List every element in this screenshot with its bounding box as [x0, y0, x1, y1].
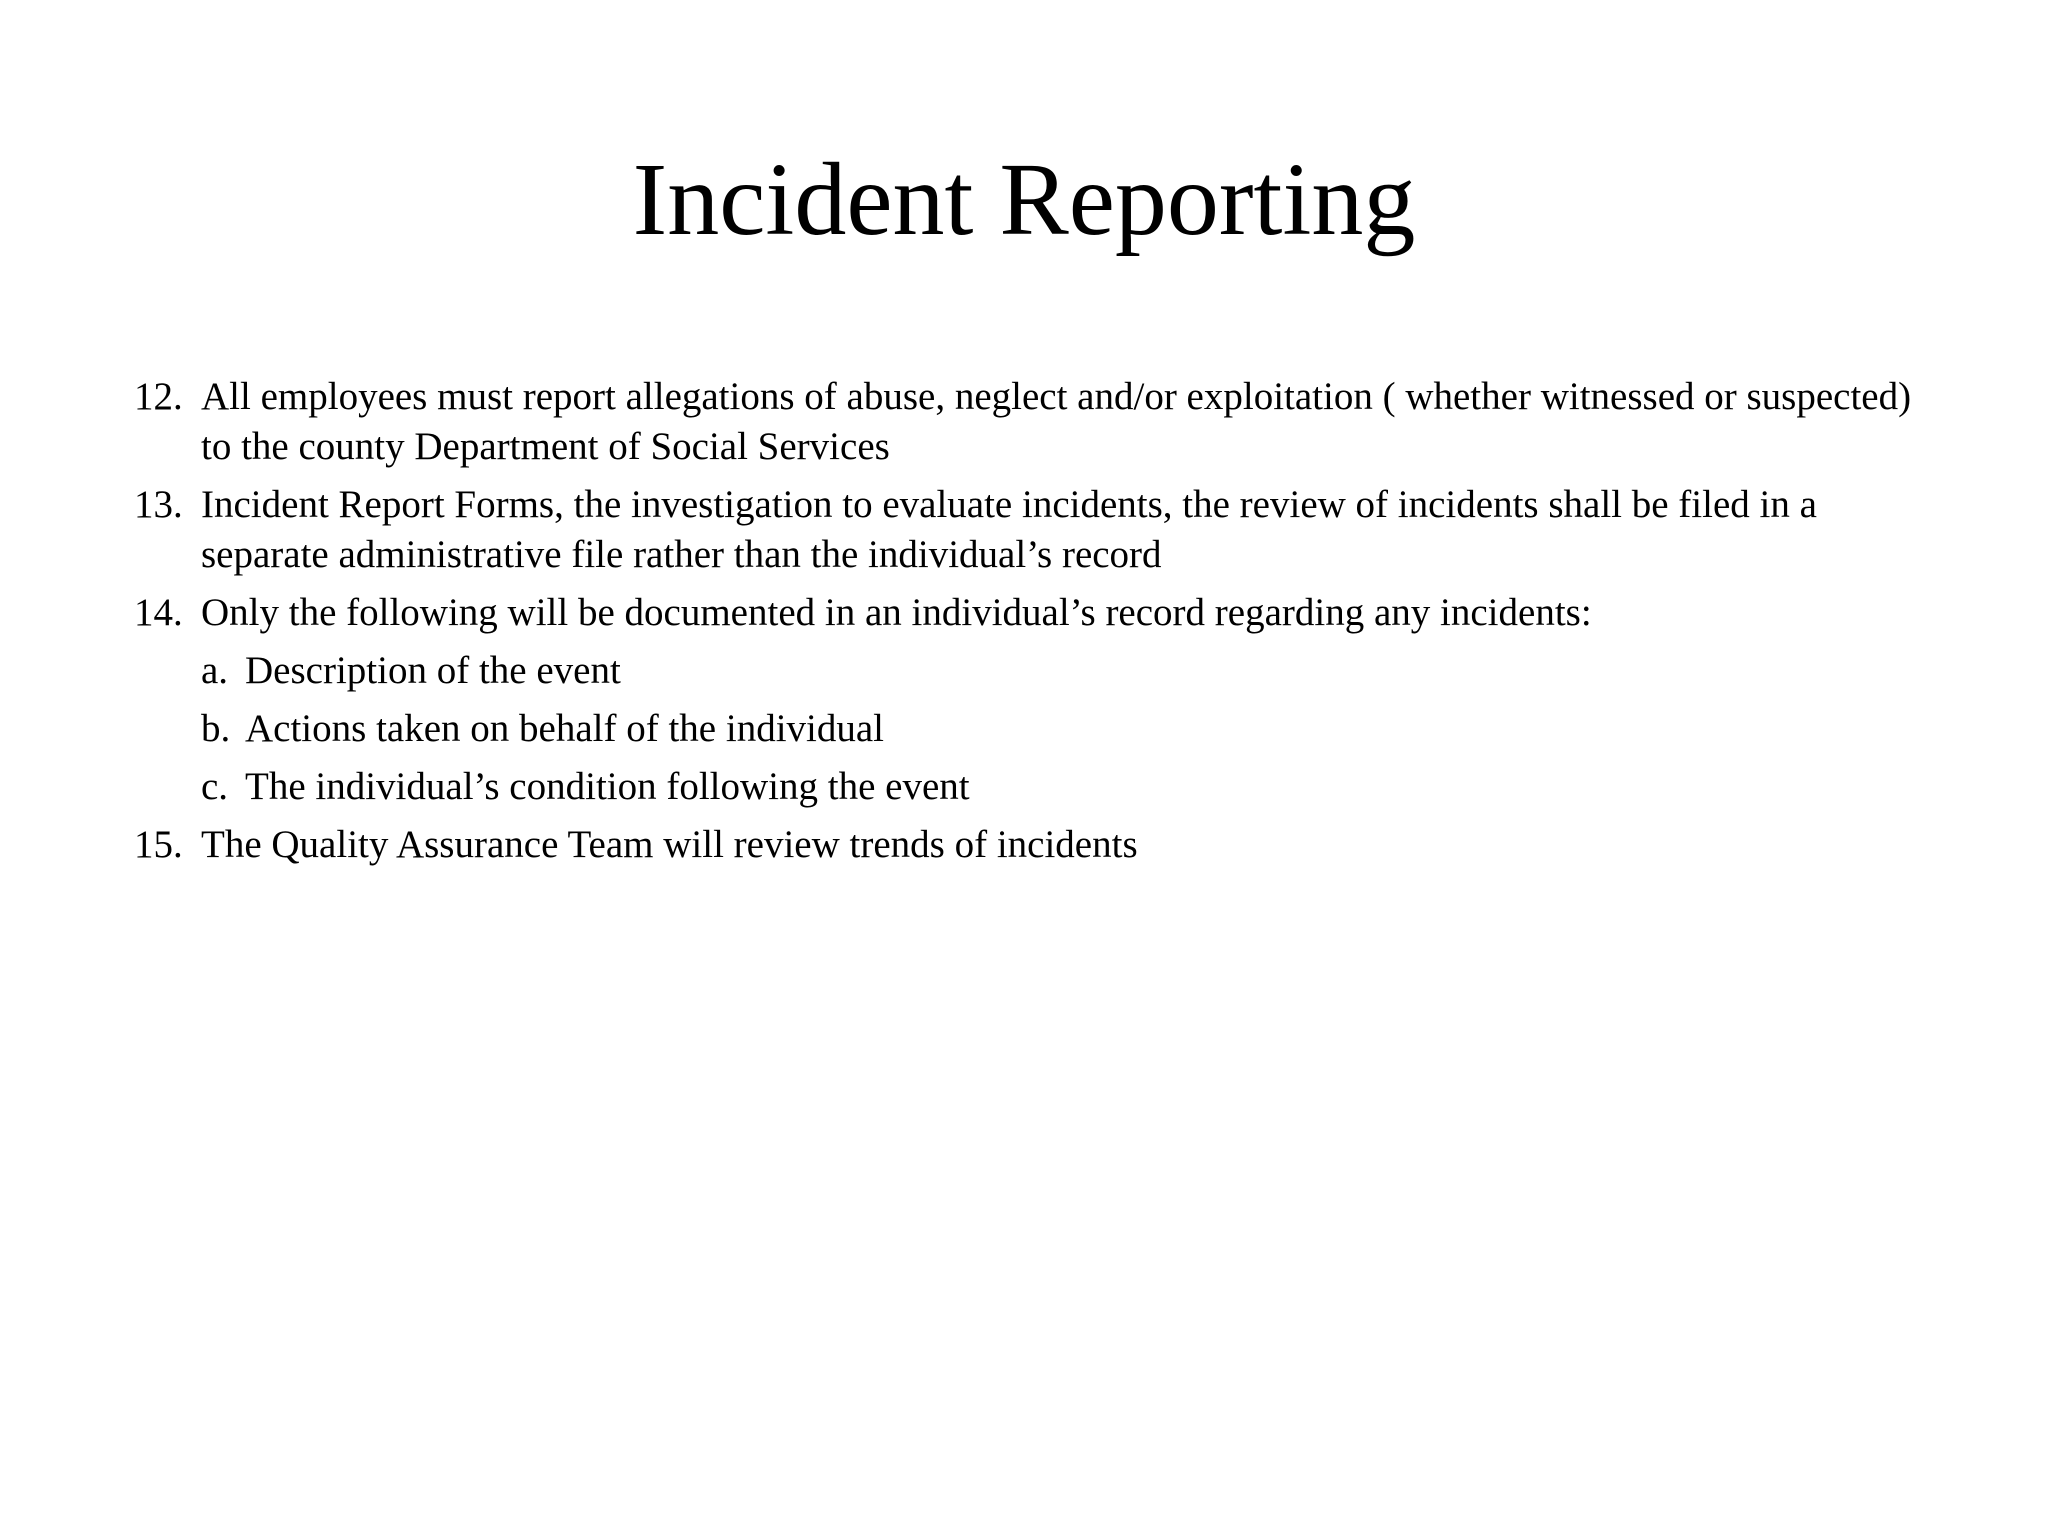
sub-item-letter: a.	[201, 649, 229, 692]
item-text: Only the following will be documented in an individual’s record regarding any incidents:	[201, 591, 1592, 634]
item-text: All employees must report allegations of abuse, neglect and/or exploitation ( whether witnessed or suspected) to the county Department of Social Services	[201, 375, 1912, 468]
list-item-15	[134, 820, 1934, 870]
sub-item-a	[134, 646, 1934, 696]
list-item-12	[134, 372, 1934, 472]
item-number: 15.	[134, 823, 183, 866]
sub-item-letter: c.	[201, 765, 229, 808]
item-number: 14.	[134, 591, 183, 634]
slide-title: Incident Reporting	[632, 142, 1416, 257]
list-item-13	[134, 480, 1934, 580]
slide-content	[134, 372, 1934, 878]
item-number: 12.	[134, 375, 183, 418]
sub-item-c	[134, 762, 1934, 812]
item-text: Incident Report Forms, the investigation to evaluate incidents, the review of incidents shall be filed in a separate administrative file rather than the individual’s record	[201, 483, 1817, 576]
sub-item-letter: b.	[201, 707, 231, 750]
item-number: 13.	[134, 483, 183, 526]
sub-item-text: Actions taken on behalf of the individual	[245, 707, 885, 750]
sub-item-text: Description of the event	[245, 649, 621, 692]
list-item-14	[134, 588, 1934, 638]
sub-item-text: The individual’s condition following the event	[245, 765, 970, 808]
item-text: The Quality Assurance Team will review trends of incidents	[201, 823, 1138, 866]
sub-item-b	[134, 704, 1934, 754]
